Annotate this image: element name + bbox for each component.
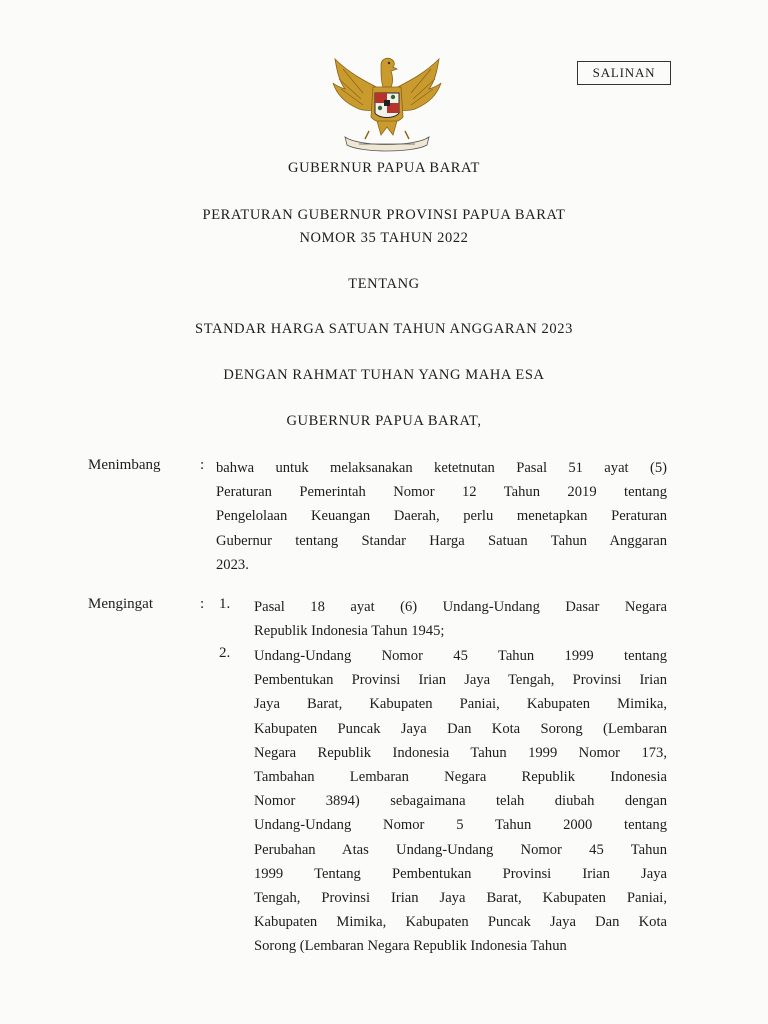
text-line: 1999 Tentang Pembentukan Provinsi Irian Jaya [254,865,667,882]
text-line: Undang-Undang Nomor 5 Tahun 2000 tentang [254,817,667,834]
mengingat-item-2-number: 2. [219,645,231,661]
garuda-pancasila-emblem-icon [329,53,445,153]
text-line: Kabupaten Mimika, Kabupaten Puncak Jaya Dan Kota [254,914,667,931]
text-line: bahwa untuk melaksanakan ketetnutan Pasal 51 ayat (5) [216,460,667,476]
menimbang-label: Menimbang [88,457,161,473]
text-line: Nomor 3894) sebagaimana telah diubah dengan [254,793,667,810]
text-line: Pengelolaan Keuangan Daerah, perlu menetapkan Peraturan [216,508,667,525]
mengingat-item-2-text [254,644,667,958]
issuer-line: GUBERNUR PAPUA BARAT, [286,413,482,429]
menimbang-text [216,456,667,577]
text-line: Negara Republik Indonesia Tahun 1999 Nomor 173, [254,744,667,761]
salinan-stamp: SALINAN [577,61,671,85]
text-line: Tengah, Provinsi Irian Jaya Barat, Kabupaten Paniai, [254,889,667,906]
blessing-line: DENGAN RAHMAT TUHAN YANG MAHA ESA [223,367,545,383]
mengingat-item-1-number: 1. [219,596,231,612]
text-line: Peraturan Pemerintah Nomor 12 Tahun 2019 tentang [216,484,667,501]
text-line: 2023. [216,556,249,573]
mengingat-colon: : [200,596,205,612]
text-line: Sorong (Lembaran Negara Republik Indonesia Tahun [254,938,567,955]
text-line: Perubahan Atas Undang-Undang Nomor 45 Tahun [254,841,667,858]
text-line: Republik Indonesia Tahun 1945; [254,623,445,640]
governor-heading: GUBERNUR PAPUA BARAT [288,160,480,176]
text-line: Pembentukan Provinsi Irian Jaya Tengah, Provinsi Irian [254,672,667,689]
menimbang-colon: : [200,457,205,473]
text-line: Kabupaten Puncak Jaya Dan Kota Sorong (Lembaran [254,720,667,737]
text-line: Jaya Barat, Kabupaten Paniai, Kabupaten Mimika, [254,696,667,713]
regulation-number: NOMOR 35 TAHUN 2022 [299,230,469,246]
text-line: Gubernur tentang Standar Harga Satuan Tahun Anggaran [216,532,667,549]
text-line: Pasal 18 ayat (6) Undang-Undang Dasar Negara [254,599,667,615]
text-line: Undang-Undang Nomor 45 Tahun 1999 tentang [254,648,667,664]
text-line: Tambahan Lembaran Negara Republik Indonesia [254,768,667,785]
regulation-title: PERATURAN GUBERNUR PROVINSI PAPUA BARAT [202,207,566,223]
about-heading: TENTANG [348,276,420,292]
mengingat-label: Mengingat [88,596,153,612]
mengingat-item-1-text [254,595,667,643]
regulation-subject: STANDAR HARGA SATUAN TAHUN ANGGARAN 2023 [195,321,573,337]
